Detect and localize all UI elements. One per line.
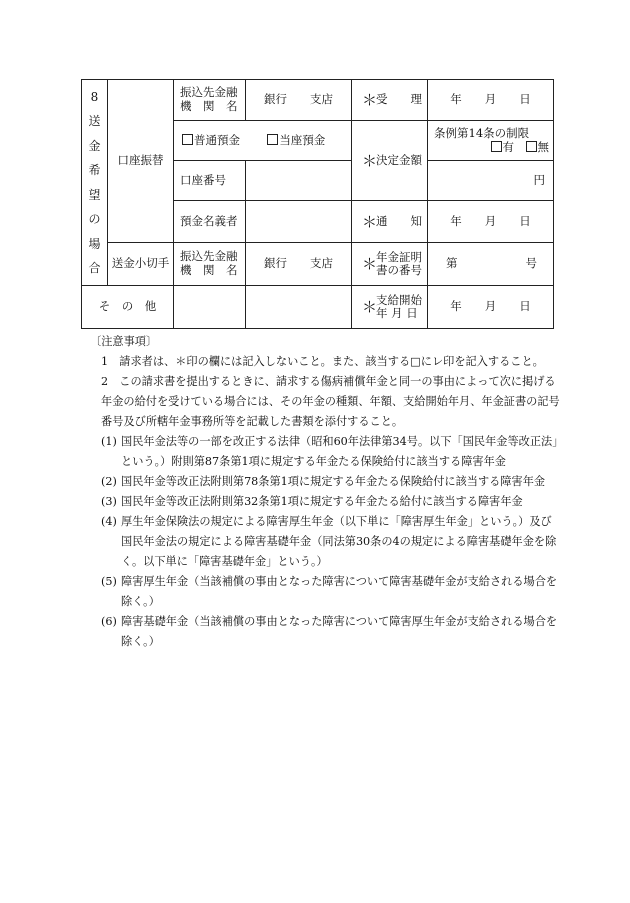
furikomisaki-label-2: 振込先金融 機 関 名 bbox=[174, 243, 246, 286]
other-field-2[interactable] bbox=[246, 286, 352, 329]
note-item-3: (3) 国民年金等改正法附則第32条第1項に規定する年金たる給付に該当する障害年金 bbox=[101, 495, 523, 508]
furikomisaki-label: 振込先金融 機 関 名 bbox=[174, 80, 246, 121]
sonota-label: そ の 他 bbox=[82, 286, 174, 329]
notes-header: 〔注意事項〕 bbox=[90, 335, 158, 348]
juri-date-field[interactable]: 年 月 日 bbox=[428, 80, 554, 121]
note-item-4: (4) 厚生年金保険法の規定による障害厚生年金（以下単に「障害厚生年金」という。）及び国民年金法の規定による障害基礎年金（同法第30条の4の規定による障害基礎年金を除く。以下単に「障害基礎年金」という。） bbox=[101, 515, 557, 568]
jorei-cell: 条例第14条の制限 有 無 bbox=[428, 121, 554, 161]
shikyu-kaishi-label: ＊ 支給開始 年 月 日 bbox=[352, 286, 428, 329]
toza-checkbox[interactable] bbox=[267, 134, 278, 145]
note-item-6: (6) 障害基礎年金（当該補償の事由となった障害について障害厚生年金が支給される場合を除く。） bbox=[101, 615, 558, 648]
shikyu-date-field[interactable]: 年 月 日 bbox=[428, 286, 554, 329]
note-2: 2 この請求書を提出するときに、請求する傷病補償年金と同一の事由によって次に掲げる年金の給付を受けている場合には、その年金の種類、年額、支給開始年月、年金証書の記号番号及び所轄年金事務所等を記載した書類を添付すること。 bbox=[101, 375, 560, 428]
account-number-field[interactable] bbox=[246, 161, 352, 201]
soukin-kogitte-label: 送金小切手 bbox=[108, 243, 174, 286]
account-holder-field[interactable] bbox=[246, 201, 352, 243]
yu-checkbox[interactable] bbox=[491, 141, 502, 152]
notes-section bbox=[90, 332, 560, 652]
bank-branch-field[interactable]: 銀行 支店 bbox=[246, 80, 352, 121]
yokin-meigi-label: 預金名義者 bbox=[174, 201, 246, 243]
amount-field[interactable]: 円 bbox=[428, 161, 554, 201]
remittance-form-table bbox=[81, 79, 554, 329]
bank-branch-field-2[interactable]: 銀行 支店 bbox=[246, 243, 352, 286]
koza-furikae-label: 口座振替 bbox=[108, 80, 174, 243]
section-8-label: 8 送 金 希 望 の 場 合 bbox=[82, 80, 108, 286]
mu-checkbox[interactable] bbox=[526, 141, 537, 152]
note-1: 1 請求者は、＊印の欄には記入しないこと。また、該当する□にレ印を記入すること。 bbox=[101, 355, 544, 368]
certificate-number-field[interactable]: 第 号 bbox=[428, 243, 554, 286]
tsuchi-label: ＊通 知 bbox=[352, 201, 428, 243]
other-field-1[interactable] bbox=[174, 286, 246, 329]
note-item-1: (1) 国民年金法等の一部を改正する法律（昭和60年法律第34号。以下「国民年金等改正法」という。）附則第87条第1項に規定する年金たる保険給付に該当する障害年金 bbox=[101, 435, 558, 468]
ketteikingaku-label: ＊決定金額 bbox=[352, 121, 428, 201]
note-item-5: (5) 障害厚生年金（当該補償の事由となった障害について障害基礎年金が支給される場合を除く。） bbox=[101, 575, 558, 608]
nenkin-shomei-label: ＊ 年金証明 書の番号 bbox=[352, 243, 428, 286]
note-item-2: (2) 国民年金等改正法附則第78条第1項に規定する年金たる保険給付に該当する障害年金 bbox=[101, 475, 546, 488]
koza-bango-label: 口座番号 bbox=[174, 161, 246, 201]
tsuchi-date-field[interactable]: 年 月 日 bbox=[428, 201, 554, 243]
juri-label: ＊受 理 bbox=[352, 80, 428, 121]
account-type-row: 普通預金 当座預金 bbox=[174, 121, 352, 161]
futsu-checkbox[interactable] bbox=[182, 134, 193, 145]
